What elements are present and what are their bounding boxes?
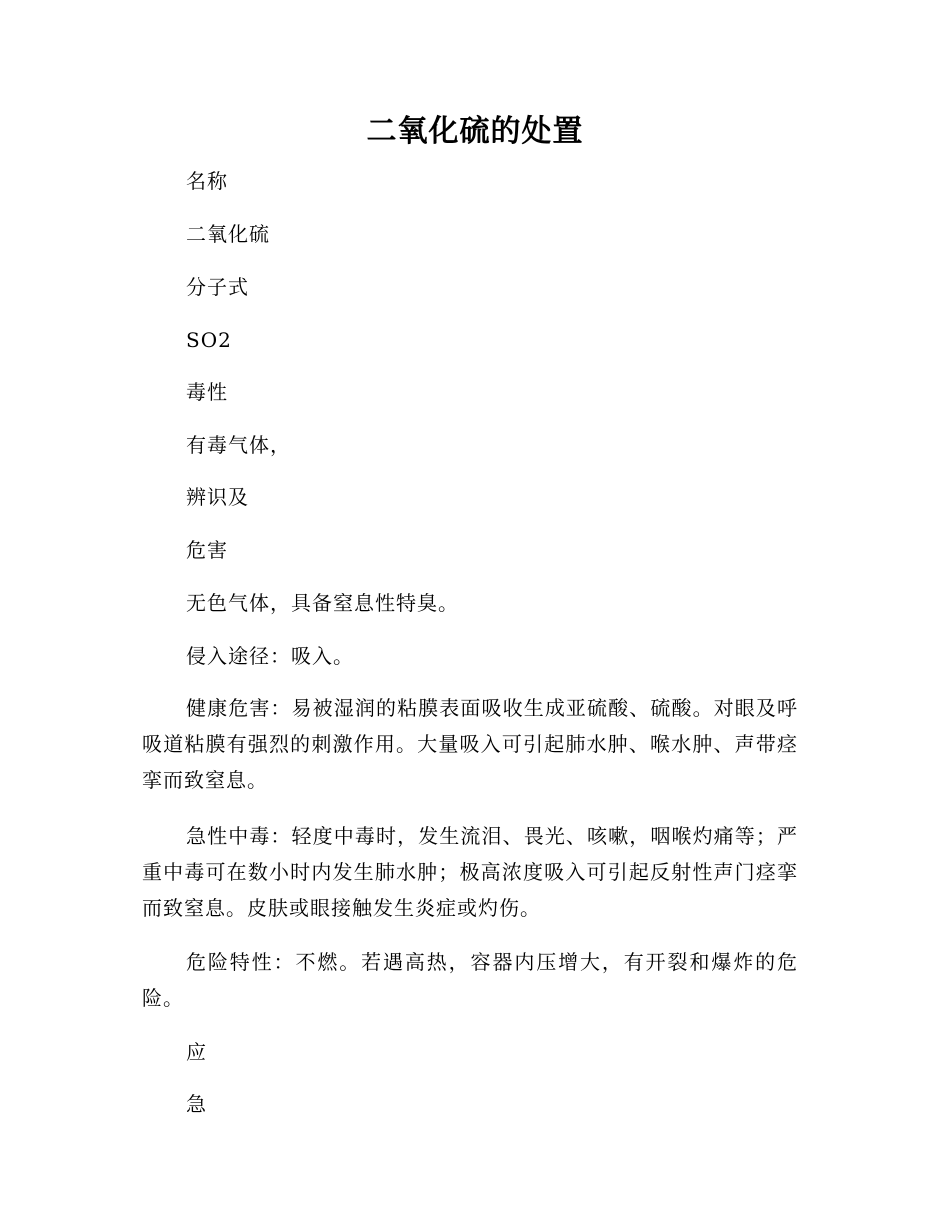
paragraph-hazard-properties: 危险特性：不燃。若遇高热，容器内压增大，有开裂和爆炸的危险。 — [142, 950, 798, 1010]
paragraph-emergency-label-2: 急 — [186, 1092, 207, 1116]
paragraph-formula-label: 分子式 — [186, 275, 249, 299]
paragraph-health-hazard: 健康危害：易被湿润的粘膜表面吸收生成亚硫酸、硫酸。对眼及呼吸道粘膜有强烈的刺激作用。大量吸入可引起肺水肿、喉水肿、声带痉挛而致窒息。 — [142, 696, 798, 792]
paragraph-emergency-label-1: 应 — [186, 1040, 207, 1064]
document-title: 二氧化硫的处置 — [366, 114, 584, 149]
paragraph-toxicity-label: 毒性 — [186, 380, 228, 404]
paragraph-exposure-route: 侵入途径：吸入。 — [186, 644, 354, 668]
paragraph-name-label: 名称 — [186, 169, 228, 193]
paragraph-toxicity-value: 有毒气体， — [186, 433, 291, 457]
paragraph-appearance: 无色气体，具备窒息性特臭。 — [186, 591, 459, 615]
paragraph-formula-value: SO2 — [186, 328, 232, 352]
paragraph-name-value: 二氧化硫 — [186, 222, 270, 246]
paragraph-identification-label: 辨识及 — [186, 485, 249, 509]
paragraph-acute-poisoning: 急性中毒：轻度中毒时，发生流泪、畏光、咳嗽，咽喉灼痛等；严重中毒可在数小时内发生肺水肿；极高浓度吸入可引起反射性声门痉挛而致窒息。皮肤或眼接触发生炎症或灼伤。 — [142, 824, 798, 920]
paragraph-hazard-label: 危害 — [186, 538, 228, 562]
